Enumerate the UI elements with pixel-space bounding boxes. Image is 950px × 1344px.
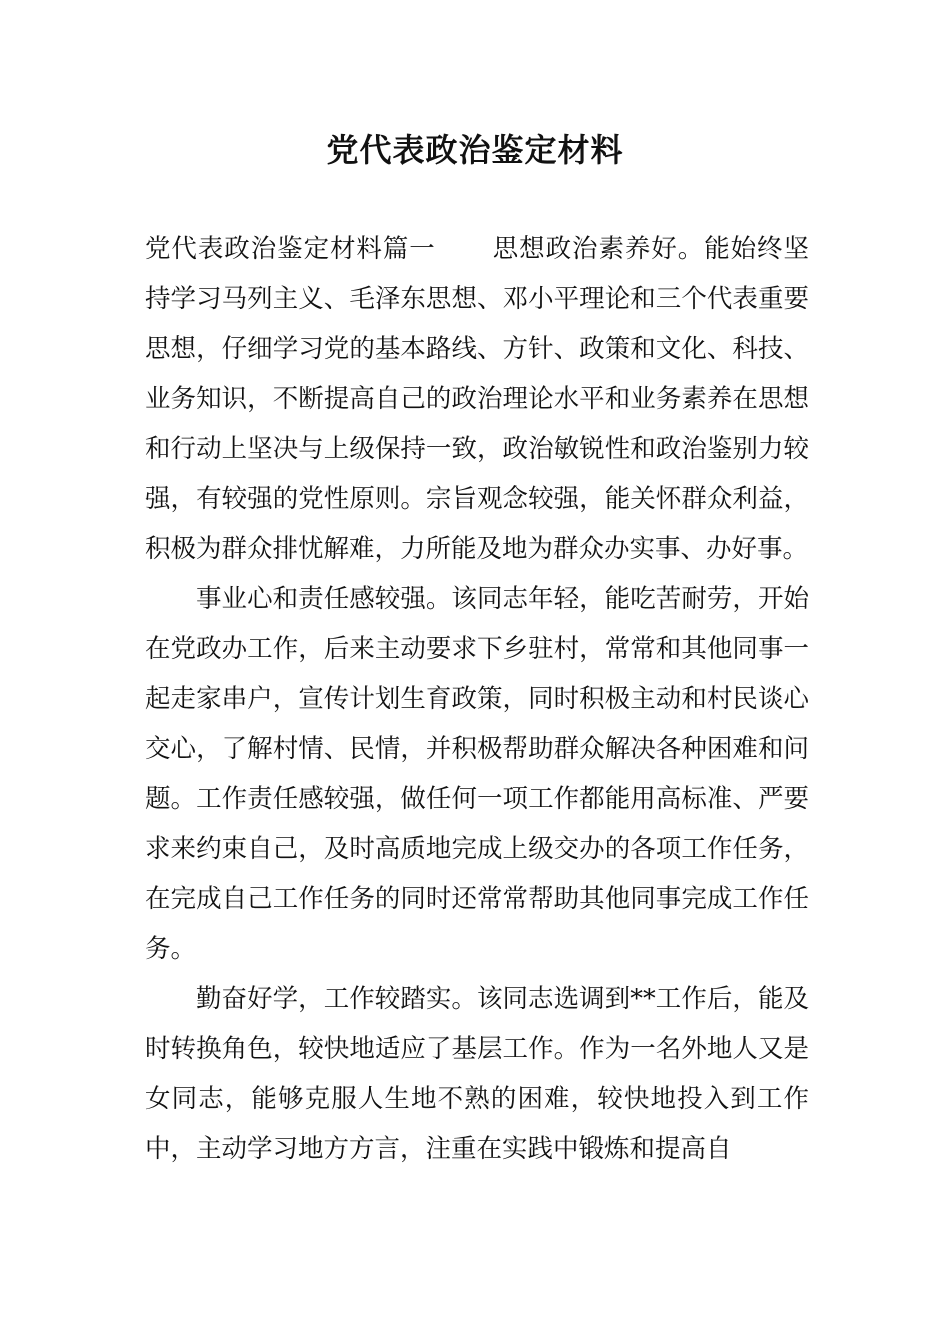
document-title: 党代表政治鉴定材料 xyxy=(326,131,624,169)
paragraph-2: 事业心和责任感较强。该同志年轻，能吃苦耐劳，开始在党政办工作，后来主动要求下乡驻村，常常和其他同事一起走家串户，宣传计划生育政策，同时积极主动和村民谈心交心，了解村情、民情，并积极帮助群众解决各种困难和问题。工作责任感较强，做任何一项工作都能用高标准、严要求来约束自己，及时高质地完成上级交办的各项工作任务，在完成自己工作任务的同时还常常帮助其他同事完成工作任务。 xyxy=(145,584,809,964)
paragraph-text: 思想政治素养好。能始终坚持学习马列主义、毛泽东思想、邓小平理论和三个代表重要思想，仔细学习党的基本路线、方针、政策和文化、科技、业务知识，不断提高自己的政治理论水平和业务素养在思想和行动上坚决与上级保持一致，政治敏锐性和政治鉴别力较强，有较强的党性原则。宗旨观念较强，能关怀群众利益，积极为群众排忧解难，力所能及地为群众办实事、办好事。 xyxy=(145,234,809,564)
document-body xyxy=(145,224,809,1174)
paragraph-1 xyxy=(145,224,809,574)
paragraph-lead: 党代表政治鉴定材料篇一 xyxy=(145,234,436,264)
paragraph-3: 勤奋好学，工作较踏实。该同志选调到**工作后，能及时转换角色，较快地适应了基层工作。作为一名外地人又是女同志，能够克服人生地不熟的困难，较快地投入到工作中，主动学习地方方言，注重在实践中锻炼和提高自 xyxy=(145,984,809,1164)
